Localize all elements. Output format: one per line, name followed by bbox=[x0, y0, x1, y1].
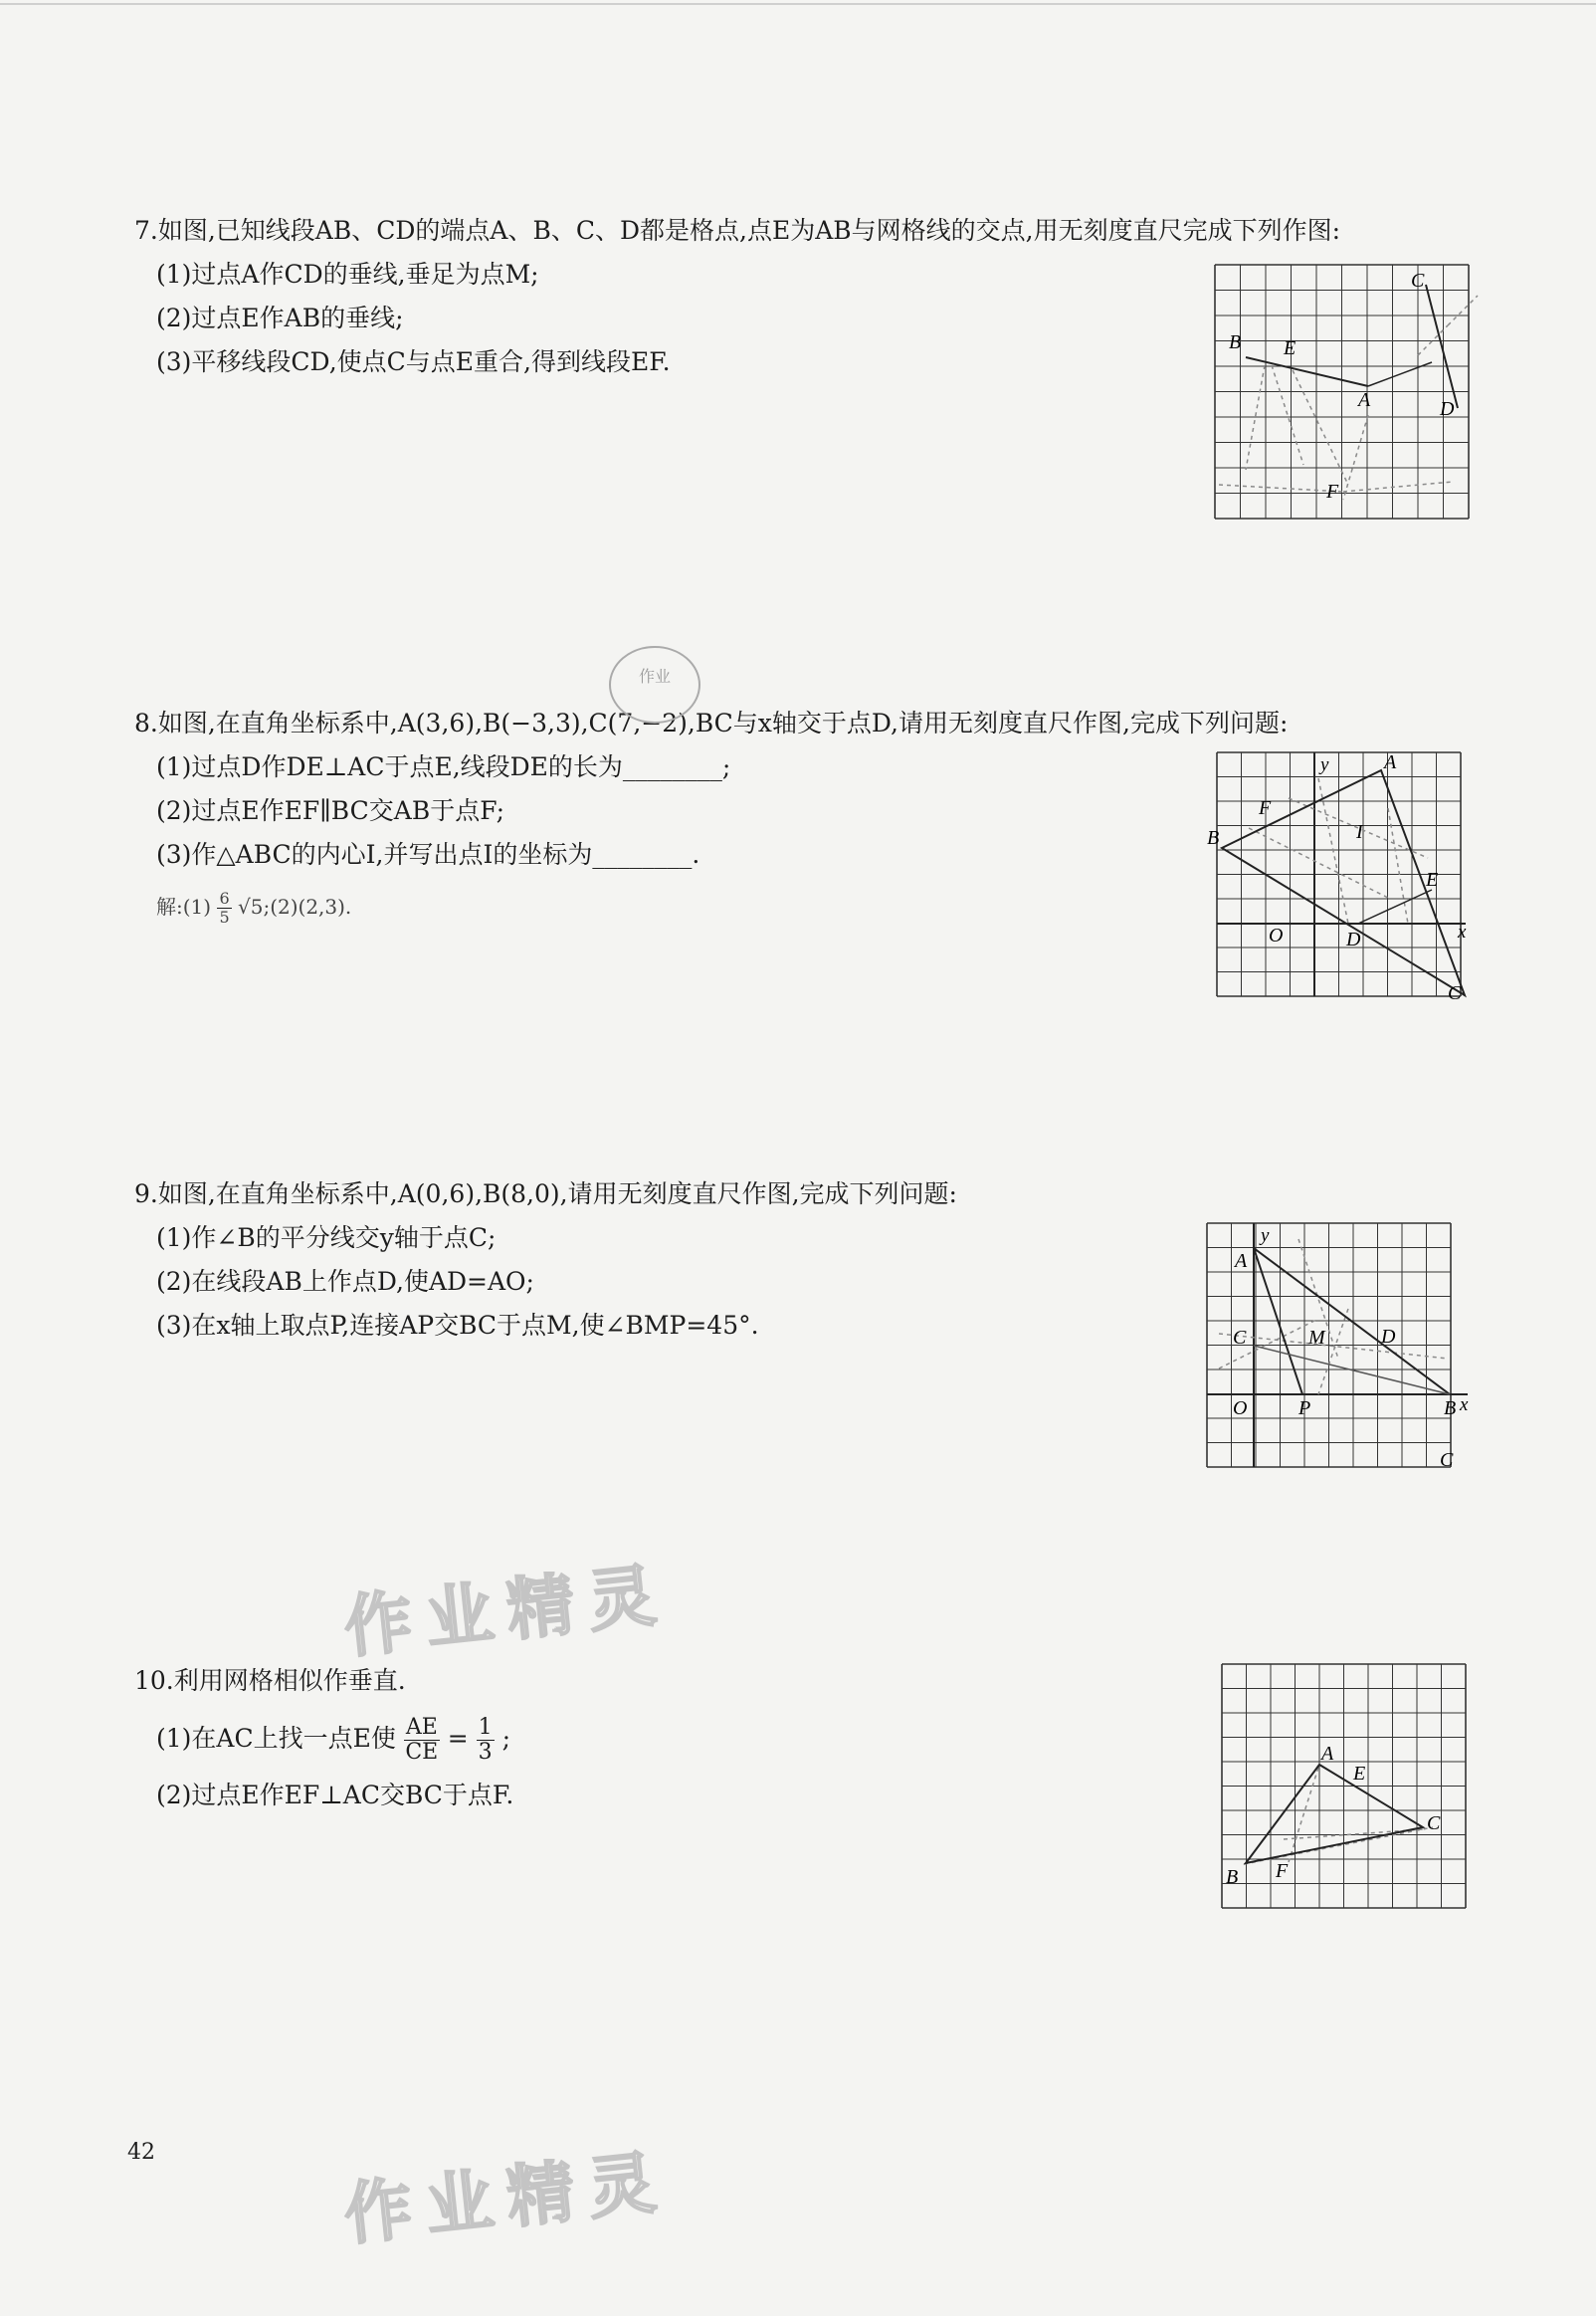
watermark-lower: 作业精灵 bbox=[340, 2143, 674, 2255]
problem-7-construction-lines bbox=[1219, 296, 1478, 500]
problem-8-label-d: D bbox=[1346, 929, 1361, 950]
top-rule bbox=[0, 3, 1596, 5]
problem-7-label-a: A bbox=[1358, 389, 1371, 411]
problem-10-label-f: F bbox=[1276, 1860, 1289, 1882]
problem-10-triangle-abc bbox=[1246, 1765, 1423, 1863]
problem-9-label-d: D bbox=[1381, 1326, 1396, 1348]
problem-7-label-e: E bbox=[1284, 337, 1297, 359]
problem-9-label-c-axis: C bbox=[1233, 1327, 1247, 1349]
answer-fraction-numerator: 6 bbox=[219, 889, 230, 908]
problem-9-label-y: y bbox=[1261, 1225, 1270, 1246]
answer-rest: √5;(2)(2,3). bbox=[237, 895, 352, 919]
problem-8-part-1: (1)过点D作DE⊥AC于点E,线段DE的长为________; bbox=[156, 752, 731, 781]
problem-10-label-b: B bbox=[1226, 1866, 1239, 1888]
fraction-one-third bbox=[477, 1716, 495, 1765]
problem-8-grid-figure bbox=[1209, 748, 1473, 1007]
problem-9-part-3: (3)在x轴上取点P,连接AP交BC于点M,使∠BMP=45°. bbox=[156, 1311, 759, 1340]
problem-8-part-3: (3)作△ABC的内心I,并写出点I的坐标为________. bbox=[156, 840, 700, 869]
problem-9-grid-figure bbox=[1199, 1219, 1478, 1478]
problem-7-part-3: (3)平移线段CD,使点C与点E重合,得到线段EF. bbox=[156, 347, 671, 376]
problem-7-label-f: F bbox=[1326, 481, 1339, 503]
problem-9-part-2: (2)在线段AB上作点D,使AD=AO; bbox=[156, 1267, 534, 1296]
problem-10-label-c: C bbox=[1427, 1812, 1441, 1834]
stamp-text: 作业 bbox=[639, 667, 672, 686]
problem-7-segment-cd bbox=[1426, 285, 1458, 408]
problem-7-part-2: (2)过点E作AB的垂线; bbox=[156, 304, 404, 332]
equals-sign: = bbox=[447, 1724, 469, 1753]
problem-9-part-1: (1)作∠B的平分线交y轴于点C; bbox=[156, 1223, 497, 1252]
stamp-logo bbox=[603, 642, 706, 728]
problem-10-title: 10.利用网格相似作垂直. bbox=[134, 1666, 406, 1695]
problem-9-label-p: P bbox=[1298, 1397, 1311, 1419]
watermark-upper: 作业精灵 bbox=[340, 1556, 674, 1668]
fraction-denominator: 3 bbox=[478, 1740, 493, 1765]
problem-9-title: 9.如图,在直角坐标系中,A(0,6),B(8,0),请用无刻度直尺作图,完成下列问题: bbox=[134, 1179, 957, 1208]
problem-8-label-b: B bbox=[1207, 827, 1220, 849]
fraction-ae-ce bbox=[404, 1716, 440, 1765]
problem-9-label-c-lower: C bbox=[1440, 1449, 1454, 1471]
problem-8-label-x: x bbox=[1458, 922, 1467, 943]
semicolon: ; bbox=[501, 1724, 511, 1753]
problem-9-label-a: A bbox=[1235, 1250, 1248, 1272]
problem-8-label-y: y bbox=[1320, 754, 1329, 775]
problem-9-label-m: M bbox=[1308, 1327, 1325, 1349]
page-number: 42 bbox=[127, 2140, 155, 2165]
fraction-numerator: 1 bbox=[478, 1715, 493, 1740]
grid-lines bbox=[1222, 1664, 1466, 1908]
problem-7-segment-ab bbox=[1246, 357, 1368, 386]
problem-9-label-x: x bbox=[1460, 1394, 1469, 1415]
problem-9-label-o: O bbox=[1233, 1397, 1248, 1419]
answer-fraction-denominator: 5 bbox=[219, 908, 230, 927]
answer-fraction bbox=[217, 890, 231, 927]
problem-10-part-2: (2)过点E作EF⊥AC交BC于点F. bbox=[156, 1781, 514, 1809]
problem-8-label-c: C bbox=[1448, 982, 1462, 1004]
problem-8-label-f: F bbox=[1259, 797, 1272, 819]
problem-10-label-a: A bbox=[1321, 1743, 1334, 1765]
problem-10-label-e: E bbox=[1353, 1763, 1366, 1785]
problem-8-label-o: O bbox=[1269, 925, 1284, 947]
problem-7-grid-figure bbox=[1209, 261, 1468, 520]
problem-8-label-i: I bbox=[1356, 821, 1363, 843]
problem-7-label-b: B bbox=[1229, 331, 1242, 353]
problem-7-label-d: D bbox=[1440, 398, 1455, 420]
problem-7-title: 7.如图,已知线段AB、CD的端点A、B、C、D都是格点,点E为AB与网格线的交点,用无刻度直尺完成下列作图: bbox=[134, 216, 1340, 245]
problem-10-part-1-text: (1)在AC上找一点E使 bbox=[156, 1724, 396, 1753]
problem-10-grid-figure bbox=[1214, 1660, 1478, 1919]
problem-8-segment-de bbox=[1358, 890, 1432, 924]
problem-7-label-c: C bbox=[1411, 270, 1425, 292]
problem-8-part-2: (2)过点E作EF∥BC交AB于点F; bbox=[156, 796, 505, 825]
fraction-numerator: AE bbox=[405, 1715, 438, 1740]
problem-7-part-1: (1)过点A作CD的垂线,垂足为点M; bbox=[156, 260, 539, 289]
problem-9-label-b: B bbox=[1444, 1397, 1457, 1419]
problem-8-label-a: A bbox=[1384, 751, 1397, 773]
fraction-denominator: CE bbox=[405, 1740, 439, 1765]
problem-8-title: 8.如图,在直角坐标系中,A(3,6),B(−3,3),C(7,−2),BC与x轴交于点D,请用无刻度直尺作图,完成下列问题: bbox=[134, 709, 1289, 737]
answer-prefix: 解:(1) bbox=[156, 895, 212, 919]
problem-8-label-e: E bbox=[1426, 869, 1439, 891]
